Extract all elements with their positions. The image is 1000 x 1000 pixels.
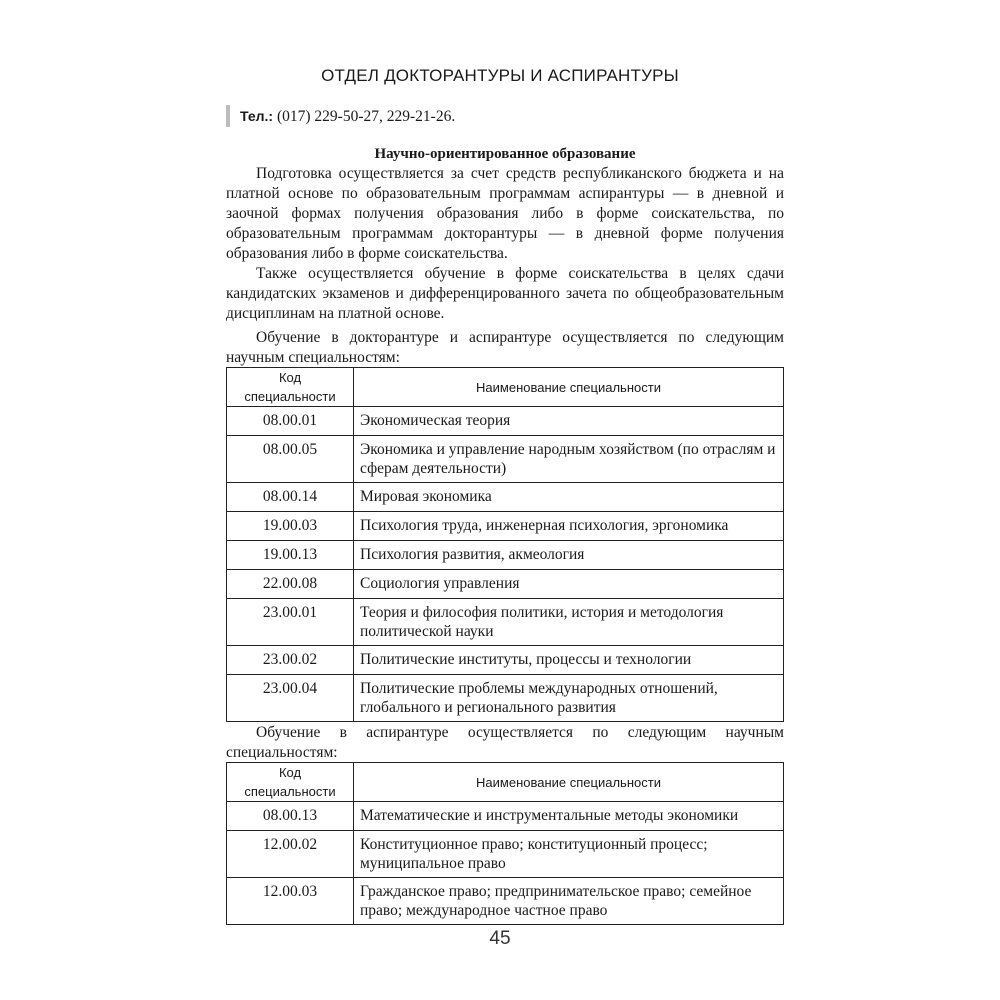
table-row	[227, 646, 784, 675]
specialty-name: Психология труда, инженерная психология, эргономика	[354, 512, 784, 541]
column-header-code: Код специальности	[227, 763, 354, 802]
table-row	[227, 483, 784, 512]
specialty-name: Политические институты, процессы и технологии	[354, 646, 784, 675]
table-row	[227, 878, 784, 925]
paragraph-doctoral-intro: Обучение в докторантуре и аспирантуре осуществляется по следующим научным специальностям:	[226, 329, 784, 366]
table-header-row	[227, 763, 784, 802]
table-row	[227, 541, 784, 570]
paragraph-postgraduate-intro: Обучение в аспирантуре осуществляется по следующим научным специальностям:	[226, 724, 784, 761]
table-row	[227, 675, 784, 722]
specialty-code: 19.00.03	[227, 512, 354, 541]
specialty-name: Социология управления	[354, 570, 784, 599]
doctoral-specialties-table	[226, 367, 784, 722]
column-header-code: Код специальности	[227, 368, 354, 407]
specialty-code: 23.00.02	[227, 646, 354, 675]
specialty-name: Экономическая теория	[354, 407, 784, 436]
specialty-code: 08.00.01	[227, 407, 354, 436]
specialty-name: Конституционное право; конституционный процесс; муниципальное право	[354, 831, 784, 878]
specialty-name: Мировая экономика	[354, 483, 784, 512]
table-row	[227, 407, 784, 436]
specialty-name: Экономика и управление народным хозяйством (по отраслям и сферам деятельности)	[354, 436, 784, 483]
page-heading: ОТДЕЛ ДОКТОРАНТУРЫ И АСПИРАНТУРЫ	[321, 66, 679, 85]
specialty-code: 23.00.01	[227, 599, 354, 646]
table-row	[227, 802, 784, 831]
phone-numbers: (017) 229-50-27, 229-21-26.	[273, 108, 456, 125]
phone-line	[226, 105, 455, 127]
specialty-code: 12.00.03	[227, 878, 354, 925]
specialty-name: Математические и инструментальные методы экономики	[354, 802, 784, 831]
column-header-name: Наименование специальности	[354, 368, 784, 407]
specialty-name: Гражданское право; предпринимательское право; семейное право; международное частное право	[354, 878, 784, 925]
specialty-name: Политические проблемы международных отношений, глобального и регионального развития	[354, 675, 784, 722]
table-row	[227, 831, 784, 878]
specialty-code: 08.00.05	[227, 436, 354, 483]
table-row	[227, 512, 784, 541]
specialty-code: 08.00.14	[227, 483, 354, 512]
specialty-code: 19.00.13	[227, 541, 354, 570]
specialty-name: Психология развития, акмеология	[354, 541, 784, 570]
table-row	[227, 436, 784, 483]
specialty-code: 12.00.02	[227, 831, 354, 878]
specialty-code: 08.00.13	[227, 802, 354, 831]
paragraph-applicants: Также осуществляется обучение в форме соискательства в целях сдачи кандидатских экзаменов и дифференцированного зачета по общеобразовательным дисциплинам на платной основе.	[226, 265, 784, 322]
specialty-code: 22.00.08	[227, 570, 354, 599]
specialty-code: 23.00.04	[227, 675, 354, 722]
table-header-row	[227, 368, 784, 407]
phone-label: Тел.:	[240, 108, 274, 124]
specialty-name: Теория и философия политики, история и методология политической науки	[354, 599, 784, 646]
column-header-name: Наименование специальности	[354, 763, 784, 802]
postgraduate-specialties-table	[226, 762, 784, 925]
page-number: 45	[489, 928, 511, 949]
paragraph-funding: Подготовка осуществляется за счет средств республиканского бюджета и на платной основе по образовательным программам аспирантуры — в дневной и заочной формах получения образования либо в форме соискательства, по образовательным программам докторантуры — в дневной форме получения образования либо в форме соискательства.	[226, 165, 784, 262]
table-row	[227, 599, 784, 646]
section-subheading: Научно-ориентированное образование	[374, 146, 636, 162]
table-row	[227, 570, 784, 599]
